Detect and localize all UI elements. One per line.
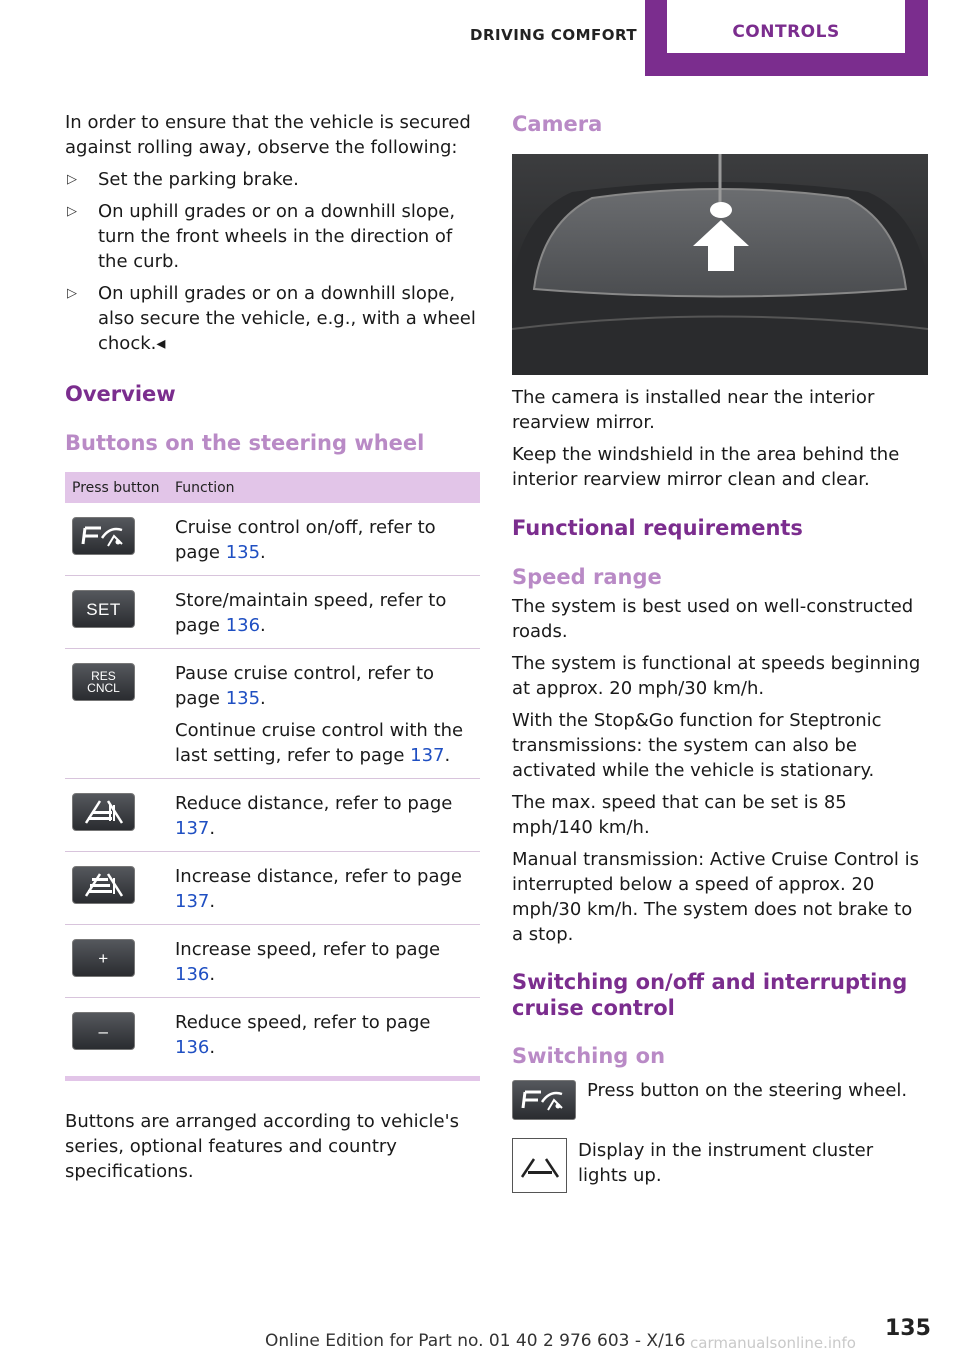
triangle-bullet-icon: ▷ — [67, 204, 77, 219]
speed-range-heading: Speed range — [512, 565, 662, 589]
switching-heading: Switching on/off and interrupting cruise control — [512, 970, 908, 1020]
page-link[interactable]: 136 — [225, 615, 261, 636]
page-link[interactable]: 137 — [175, 891, 210, 912]
cruise-control-button-icon — [512, 1080, 576, 1120]
col-header-press-button: Press button — [65, 472, 168, 503]
speed-paragraph-2: The system is functional at speeds beginning at approx. 20 mph/30 km/h. — [512, 653, 921, 699]
display-text: Display in the instrument cluster lights up. — [578, 1140, 874, 1186]
page-link[interactable]: 135 — [225, 542, 261, 563]
safety-list — [65, 167, 480, 356]
plus-button-icon: + — [72, 939, 135, 977]
list-item: ▷ Set the parking brake. — [67, 169, 299, 190]
chapter-tab-label: CONTROLS — [667, 0, 905, 53]
increase-distance-button-icon — [72, 866, 135, 904]
buttons-table — [65, 472, 480, 1070]
running-header-section: DRIVING COMFORT — [470, 26, 638, 44]
minus-button-icon: – — [72, 1012, 135, 1050]
table-row: Cruise control on/off, refer to page 135. — [65, 503, 480, 576]
page-number: 135 — [885, 1316, 931, 1341]
cruise-display-indicator-icon — [512, 1138, 567, 1193]
list-item: ▷ On uphill grades or on a downhill slope, also secure the vehicle, e.g., with a wheel chock.◂ — [67, 283, 476, 354]
table-row: Increase distance, refer to page 137. — [65, 852, 480, 925]
buttons-heading: Buttons on the steering wheel — [65, 431, 425, 455]
triangle-bullet-icon: ▷ — [67, 286, 77, 301]
display-row — [512, 1138, 928, 1193]
edition-footer: Online Edition for Part no. 01 40 2 976 603 - X/16 — [265, 1331, 686, 1351]
chapter-tab — [645, 0, 928, 76]
windshield-camera-image — [512, 154, 928, 375]
switch-on-text: Press button on the steering wheel. — [587, 1080, 908, 1101]
overview-heading: Overview — [65, 382, 176, 406]
camera-paragraph-1: The camera is installed near the interior rearview mirror. — [512, 387, 875, 433]
table-row: + Increase speed, refer to page 136. — [65, 925, 480, 998]
speed-paragraph-1: The system is best used on well-constructed roads. — [512, 596, 914, 642]
buttons-note-paragraph: Buttons are arranged according to vehicle's series, optional features and country specifications. — [65, 1111, 459, 1182]
table-row: RES CNCL Pause cruise control, refer to page 135. Continue cruise control with the last setting, refer to page 137. — [65, 649, 480, 779]
page-link[interactable]: 135 — [225, 688, 261, 709]
page-link[interactable]: 136 — [175, 964, 210, 985]
res-cncl-button-icon: RES CNCL — [72, 663, 135, 701]
camera-heading: Camera — [512, 112, 603, 136]
switching-on-heading: Switching on — [512, 1044, 666, 1068]
speed-paragraph-5: Manual transmission: Active Cruise Control is interrupted below a speed of approx. 20 mph/30 km/h. The system does not brake to a stop. — [512, 849, 920, 945]
left-column — [65, 110, 480, 1191]
page-link[interactable]: 136 — [175, 1037, 210, 1058]
intro-paragraph: In order to ensure that the vehicle is secured against rolling away, observe the following: — [65, 112, 471, 158]
page-link[interactable]: 137 — [410, 745, 445, 766]
table-bottom-rule — [65, 1076, 480, 1081]
camera-paragraph-2: Keep the windshield in the area behind the interior rearview mirror clean and clear. — [512, 444, 900, 490]
end-marker-icon: ◂ — [156, 333, 166, 354]
set-button-icon: SET — [72, 590, 135, 628]
switch-on-row — [512, 1078, 928, 1120]
triangle-bullet-icon: ▷ — [67, 172, 77, 187]
right-column — [512, 110, 928, 1193]
col-header-function: Function — [168, 472, 480, 503]
list-item: ▷ On uphill grades or on a downhill slope, turn the front wheels in the direction of the curb. — [67, 201, 456, 272]
table-row: SET Store/maintain speed, refer to page 136. — [65, 576, 480, 649]
watermark: carmanualsonline.info — [690, 1334, 856, 1352]
reduce-distance-button-icon — [72, 793, 135, 831]
table-row: – Reduce speed, refer to page 136. — [65, 998, 480, 1071]
functional-requirements-heading: Functional requirements — [512, 516, 803, 540]
page-link[interactable]: 137 — [175, 818, 210, 839]
speed-paragraph-3: With the Stop&Go function for Steptronic transmissions: the system can also be activated while the vehicle is stationary. — [512, 710, 882, 781]
cruise-control-button-icon — [72, 517, 135, 555]
table-row: Reduce distance, refer to page 137. — [65, 779, 480, 852]
speed-paragraph-4: The max. speed that can be set is 85 mph/140 km/h. — [512, 792, 847, 838]
